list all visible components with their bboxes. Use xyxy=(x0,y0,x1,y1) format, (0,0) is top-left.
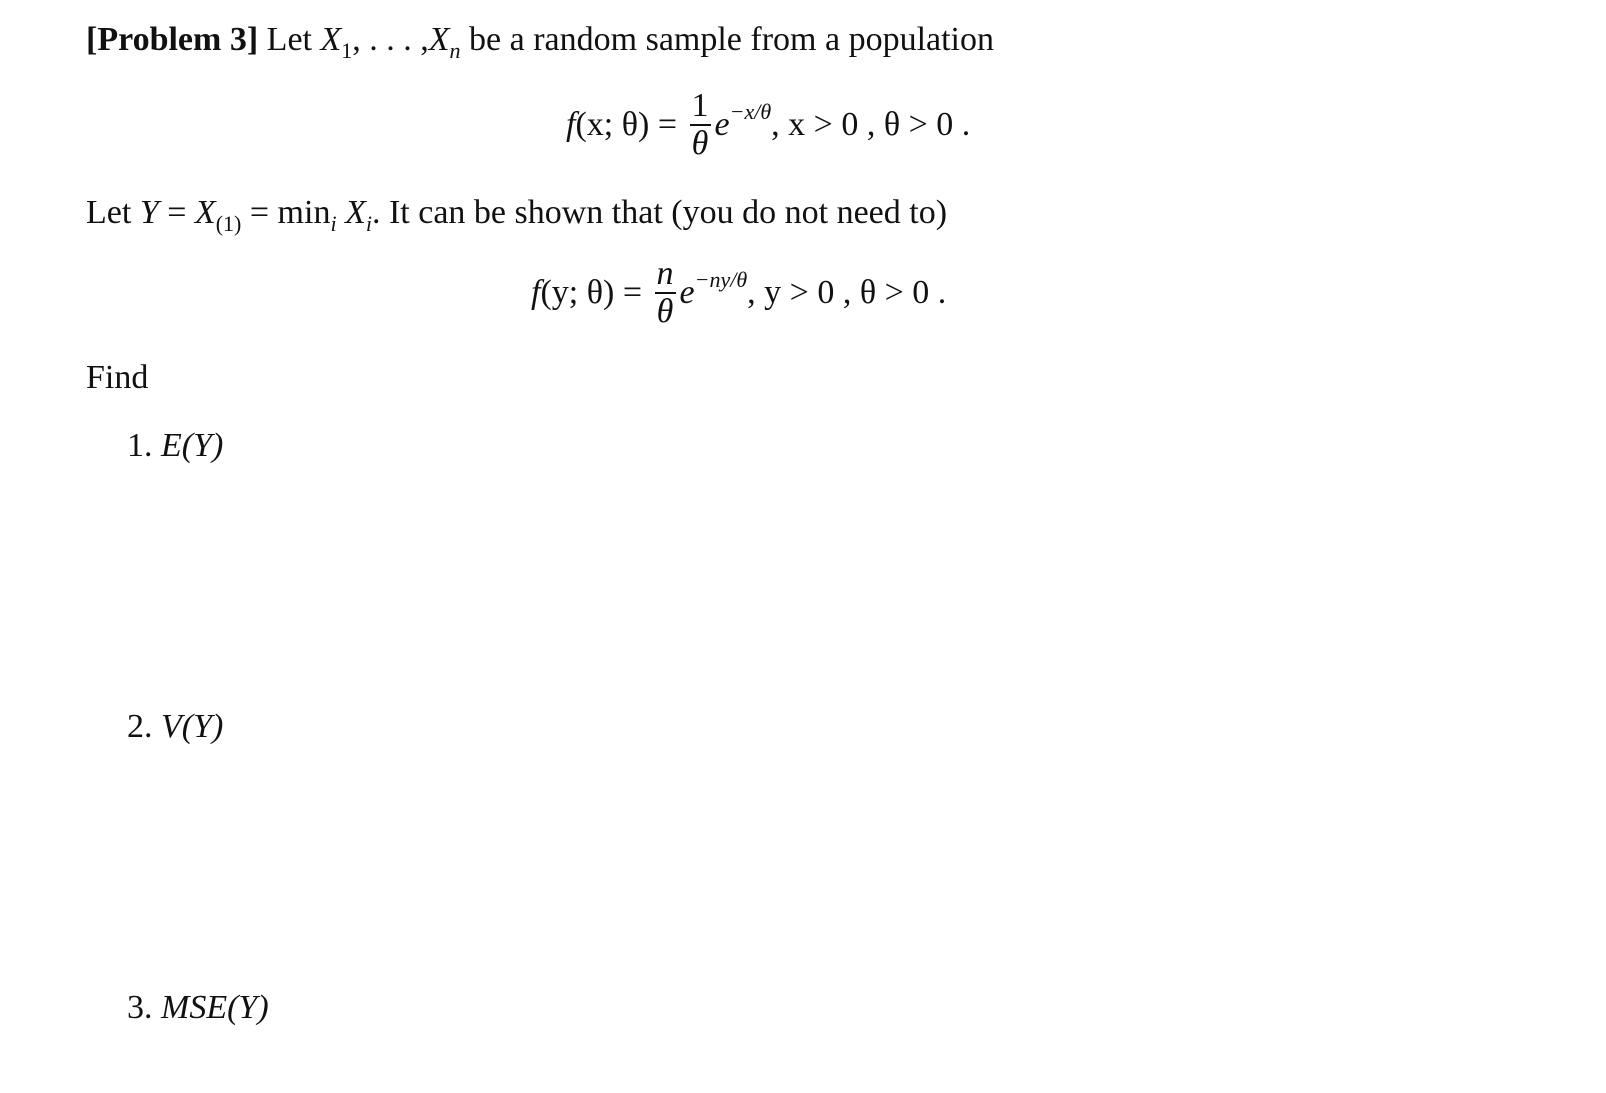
pdf-x-args: (x; θ) xyxy=(575,105,650,143)
let-y-sub-1: (1) xyxy=(215,211,242,236)
item-expression: V(Y) xyxy=(161,708,224,745)
let-y-tail: . It can be shown that (you do not need to) xyxy=(371,194,948,231)
let-y-xi-sub: i xyxy=(365,211,372,236)
let-y-let: Let xyxy=(86,194,132,231)
let-y-eq2: = xyxy=(249,194,270,231)
pdf-x-equation xyxy=(566,87,971,164)
item-number: 2. xyxy=(127,708,153,745)
pdf-y-condition: , y > 0 , θ > 0 . xyxy=(747,273,947,311)
pdf-y-fraction xyxy=(655,256,676,330)
item-number: 1. xyxy=(127,427,153,464)
let-y-min-sub: i xyxy=(330,211,337,236)
var-x-n: X xyxy=(428,21,450,58)
pdf-y-exponent: −ny/θ xyxy=(694,266,748,292)
intro-let: Let xyxy=(266,21,312,58)
let-y-eq1: = xyxy=(167,194,187,231)
item-number: 3. xyxy=(127,989,153,1026)
problem-intro xyxy=(86,20,994,63)
pdf-y-frac-den: θ xyxy=(655,292,676,330)
find-label: Find xyxy=(86,359,149,396)
sub-1: 1 xyxy=(341,38,353,63)
let-y-min: min xyxy=(277,194,331,231)
list-item xyxy=(127,988,269,1028)
list-item xyxy=(127,707,223,747)
pdf-x-condition: , x > 0 , θ > 0 . xyxy=(771,105,971,143)
let-y-statement xyxy=(86,193,947,236)
comma-dots: , . . . , xyxy=(352,21,429,58)
pdf-x-frac-num: 1 xyxy=(691,87,709,124)
var-x: X xyxy=(320,21,342,58)
pdf-y-frac-num: n xyxy=(656,255,674,292)
pdf-x-exponent: −x/θ xyxy=(729,98,772,124)
pdf-x-eq: = xyxy=(657,105,678,143)
pdf-y-args: (y; θ) xyxy=(540,273,615,311)
pdf-x-frac-den: θ xyxy=(690,124,711,162)
item-expression: MSE(Y) xyxy=(161,989,269,1026)
sub-n: n xyxy=(449,38,461,63)
item-expression: E(Y) xyxy=(161,427,224,464)
list-item xyxy=(127,426,223,466)
pdf-x-e: e xyxy=(714,105,730,143)
pdf-y-f: f xyxy=(531,273,541,311)
let-y-x: X xyxy=(194,194,216,231)
pdf-x-f: f xyxy=(566,105,576,143)
problem-label: [Problem 3] xyxy=(86,21,259,58)
pdf-y-equation xyxy=(531,255,947,332)
pdf-y-eq: = xyxy=(622,273,643,311)
pdf-y-e: e xyxy=(679,273,695,311)
pdf-x-fraction xyxy=(690,88,711,162)
intro-tail: be a random sample from a population xyxy=(469,21,995,58)
let-y-var: Y xyxy=(139,194,159,231)
let-y-xi: X xyxy=(345,194,366,231)
